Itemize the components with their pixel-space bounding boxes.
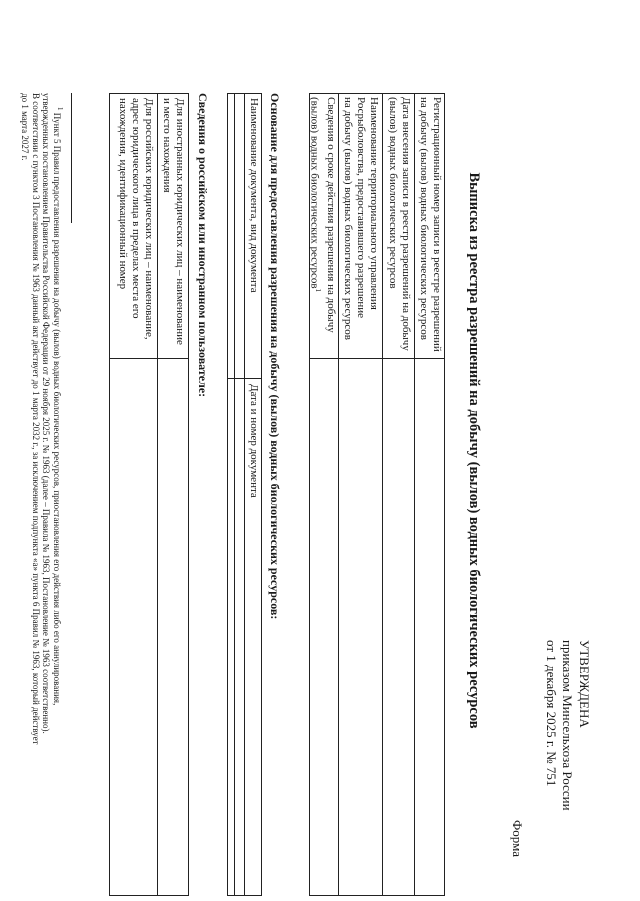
approval-line-1: УТВЕРЖДЕНА xyxy=(577,640,592,728)
approval-stamp xyxy=(543,640,593,811)
territorial-office-label: Наименование территориального управления Росрыболовства, предоставившего разрешение на добычу (вылов) водных биологических ресурсов xyxy=(342,97,380,340)
registry-number-label: Регистрационный номер записи в реестре разрешений на добычу (вылов) водных биологических ресурсов xyxy=(418,97,443,352)
footnote-separator xyxy=(71,93,72,223)
registry-info-grid xyxy=(309,93,445,896)
document-name-header: Наименование документа, вид документа xyxy=(248,98,260,293)
foreign-entity-label: Для иностранных юридических лиц – наименование и место нахождения xyxy=(161,98,186,345)
approval-line-3: от 1 декабря 2025 г. № 751 xyxy=(544,640,559,787)
entry-date-label: Дата внесения записи в реестр разрешений на добычу (вылов) водных биологических ресурсов xyxy=(387,97,412,351)
user-info-heading: Сведения о российском или иностранном пользователе: xyxy=(196,93,210,398)
user-info-table xyxy=(109,93,189,896)
russian-entity-label: Для российских юридических лиц – наименование, адрес юридического лица в пределах места его нахождения, идентификационный номер xyxy=(117,98,155,340)
basis-heading: Основание для предоставления разрешения на добычу (вылов) водных биологических ресурсов: xyxy=(268,93,282,620)
document-date-header: Дата и номер документа xyxy=(248,384,260,498)
approval-line-2: приказом Минсельхоза России xyxy=(560,640,576,811)
validity-period-label: Сведения о сроке действия разрешения на добычу (вылов) водных биологических ресурсов$^1$ xyxy=(308,97,337,333)
form-label: Форма xyxy=(510,820,525,857)
footnote-mark: 1 xyxy=(314,288,322,293)
document-title: Выписка из реестра разрешений на добычу (вылов) водных биологических ресурсов xyxy=(466,172,482,729)
basis-table xyxy=(227,93,262,896)
footnote: $^1$ Пункт 5 Правил предоставления разрешения на добычу (вылов) водных биологических ресурсов, приостановления его действия либо его аннулирования, утвержденных постановлением Правительства Российской Федерации от 29 ноября 2025 г. № 1963 (далее – Правила № 1963, Постановление № 1963 соответственно). В соответствии с пунктом 3 Постановления № 1963 данный акт действует до 1 марта 2032 г., за исключением подпункта «а» пункта 6 Правил № 1963, который действует до 1 марта 2027 г. xyxy=(20,93,64,745)
